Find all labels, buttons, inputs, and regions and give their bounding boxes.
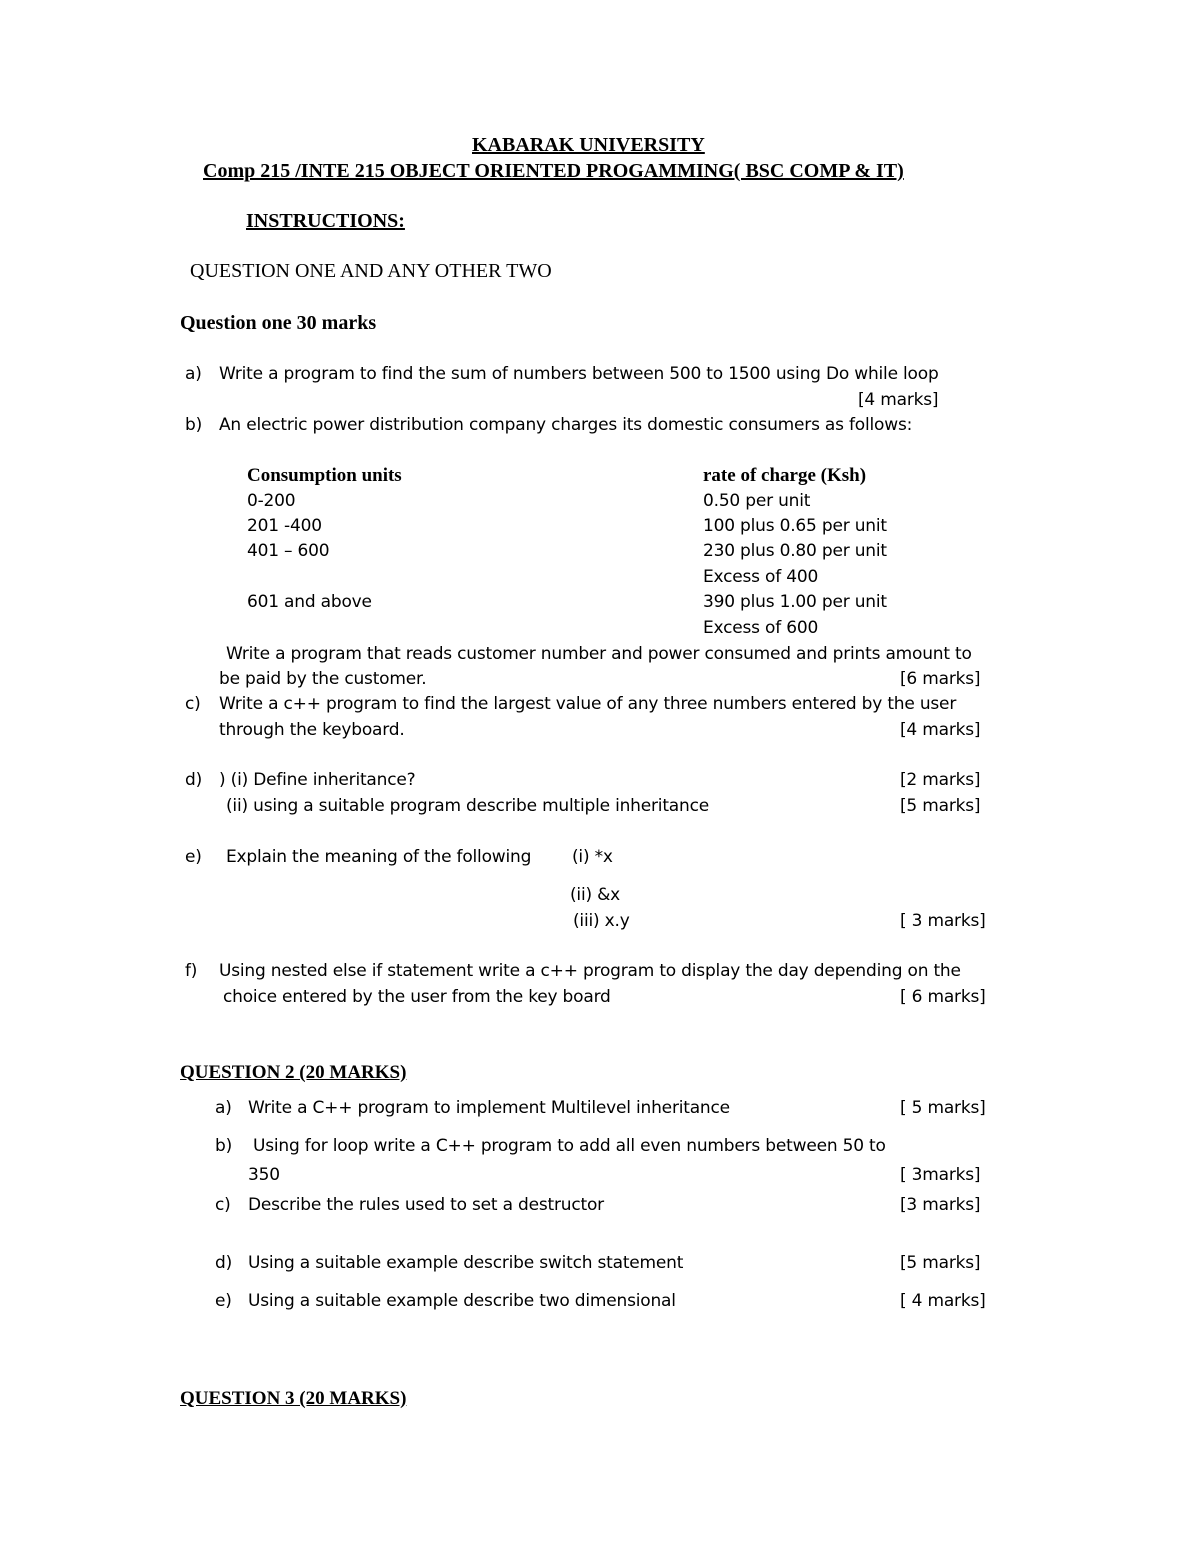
q1f-marks: [ 6 marks] [900,987,986,1007]
q1c-label: c) [185,694,201,714]
q2e-text: Using a suitable example describe two dimensional [248,1291,676,1311]
table-cell: 390 plus 1.00 per unit [703,592,887,612]
table-cell: 100 plus 0.65 per unit [703,516,887,536]
table-cell: 401 – 600 [247,541,330,561]
q2c-marks: [3 marks] [900,1195,981,1215]
q1e-text: Explain the meaning of the following [226,847,532,867]
table-cell: 601 and above [247,592,372,612]
q2a-text: Write a C++ program to implement Multilevel inheritance [248,1098,730,1118]
q1d-label: d) [185,770,203,790]
q1e-item-i: (i) *x [572,847,613,867]
q1a-marks: [4 marks] [858,390,939,410]
q2-title: QUESTION 2 (20 MARKS) [180,1062,407,1083]
q2b-line2: 350 [248,1165,280,1185]
table-cell: 230 plus 0.80 per unit [703,541,887,561]
q1a-text: Write a program to find the sum of numbers between 500 to 1500 using Do while loop [219,364,939,384]
q1b-task-line1: Write a program that reads customer number and power consumed and prints amount to [226,644,972,664]
q1e-label: e) [185,847,202,867]
q2e-marks: [ 4 marks] [900,1291,986,1311]
table-header-units: Consumption units [247,465,402,486]
q1a-label: a) [185,364,202,384]
q1e-marks: [ 3 marks] [900,911,986,931]
q2b-label: b) [215,1136,233,1156]
q1d-marks1: [2 marks] [900,770,981,790]
q2c-text: Describe the rules used to set a destructor [248,1195,604,1215]
q2b-marks: [ 3marks] [900,1165,981,1185]
table-cell: 0.50 per unit [703,491,811,511]
q1b-label: b) [185,415,203,435]
q1b-marks: [6 marks] [900,669,981,689]
instructions-text: QUESTION ONE AND ANY OTHER TWO [190,260,552,282]
q1c-line1: Write a c++ program to find the largest value of any three numbers entered by the user [219,694,957,714]
q1d-marks2: [5 marks] [900,796,981,816]
q1d-line1: ) (i) Define inheritance? [219,770,416,790]
q1f-label: f) [185,961,198,981]
q1e-item-iii: (iii) x.y [573,911,630,931]
table-header-rate: rate of charge (Ksh) [703,465,867,486]
university-title: KABARAK UNIVERSITY [472,134,705,156]
q2e-label: e) [215,1291,232,1311]
course-title: Comp 215 /INTE 215 OBJECT ORIENTED PROGAMMING( BSC COMP & IT) [203,160,904,182]
q1f-line2: choice entered by the user from the key board [223,987,611,1007]
instructions-label: INSTRUCTIONS: [246,210,405,232]
q1c-line2: through the keyboard. [219,720,405,740]
table-cell: 0-200 [247,491,296,511]
table-cell: Excess of 400 [703,567,819,587]
q2c-label: c) [215,1195,231,1215]
q1b-task-line2: be paid by the customer. [219,669,427,689]
table-cell: 201 -400 [247,516,322,536]
q2a-marks: [ 5 marks] [900,1098,986,1118]
q2b-line1: Using for loop write a C++ program to add all even numbers between 50 to [253,1136,886,1156]
q1-title: Question one 30 marks [180,312,377,334]
q1d-line2: (ii) using a suitable program describe multiple inheritance [226,796,709,816]
q1c-marks: [4 marks] [900,720,981,740]
q2d-text: Using a suitable example describe switch statement [248,1253,684,1273]
q3-title: QUESTION 3 (20 MARKS) [180,1388,407,1409]
q2d-label: d) [215,1253,233,1273]
q1f-line1: Using nested else if statement write a c++ program to display the day depending on the [219,961,961,981]
q1b-text: An electric power distribution company charges its domestic consumers as follows: [219,415,913,435]
q2a-label: a) [215,1098,232,1118]
q2d-marks: [5 marks] [900,1253,981,1273]
table-cell: Excess of 600 [703,618,819,638]
q1e-item-ii: (ii) &x [570,885,621,905]
